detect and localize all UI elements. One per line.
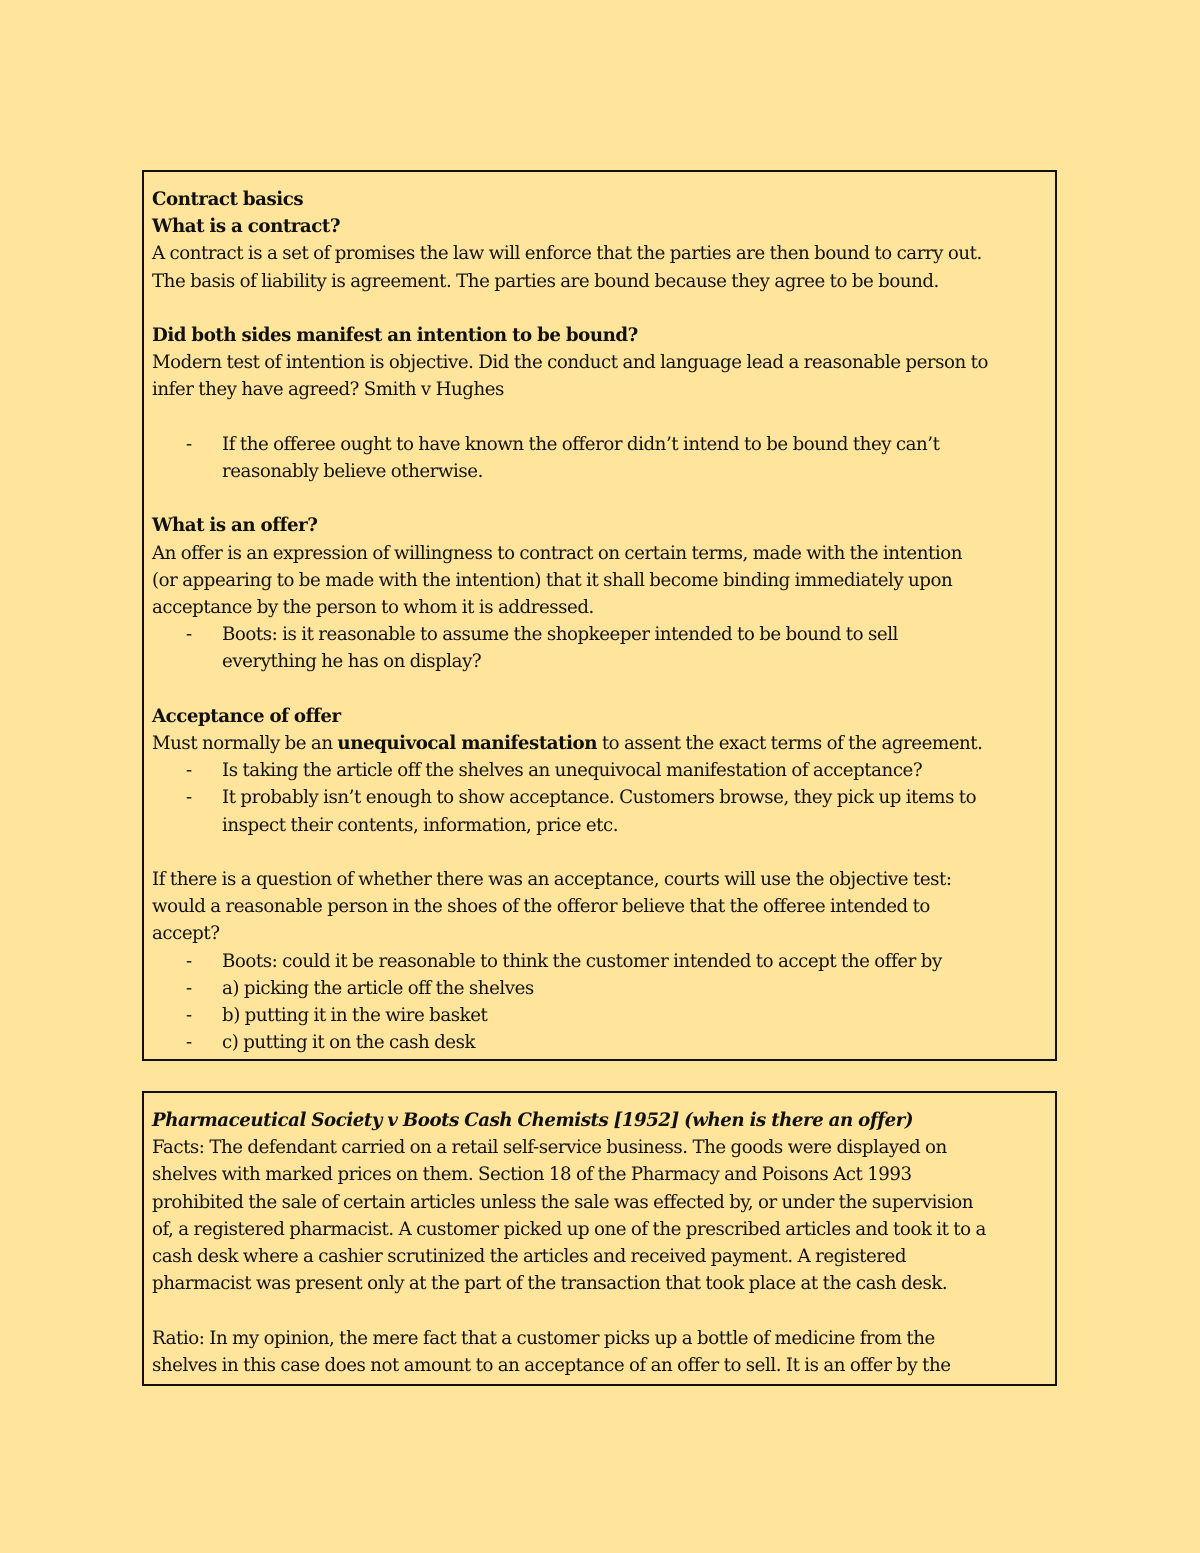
bullet-text-line: Is taking the article off the shelves an unequivocal manifestation of acceptance?: [222, 760, 923, 782]
paragraph-line: acceptance by the person to whom it is addressed.: [152, 597, 594, 618]
paragraph-line: accept?: [152, 923, 220, 945]
paragraph-line: Facts: The defendant carried on a retail self-service business. The goods were displayed on: [152, 1137, 947, 1159]
bullet-dash: -: [186, 1005, 192, 1027]
question-heading: What is a contract?: [152, 216, 341, 238]
contract-basics-card: [142, 170, 1057, 1061]
paragraph-line: infer they have agreed? Smith v Hughes: [152, 379, 504, 401]
bullet-dash: -: [186, 1032, 192, 1054]
bullet-text-line: Boots: is it reasonable to assume the shopkeeper intended to be bound to sell: [222, 624, 898, 646]
question-heading: What is an offer?: [152, 515, 318, 537]
paragraph-line: would a reasonable person in the shoes of the offeror believe that the offeree intended to: [152, 896, 930, 918]
bullet-text-line: c) putting it on the cash desk: [222, 1032, 476, 1054]
question-heading: Did both sides manifest an intention to be bound?: [152, 325, 638, 346]
text-run: to assent the exact terms of the agreement.: [596, 733, 983, 754]
bullet-text-line: inspect their contents, information, price etc.: [222, 814, 619, 836]
bullet-text-line: It probably isn’t enough to show acceptance. Customers browse, they pick up items to: [222, 787, 977, 809]
bullet-text-line: everything he has on display?: [222, 651, 482, 673]
section-heading: Contract basics: [152, 189, 304, 210]
bullet-item: [152, 784, 1047, 838]
bullet-item: [152, 1029, 1047, 1056]
spacer: [152, 295, 1047, 322]
bullet-item: [152, 1002, 1047, 1029]
paragraph-line: shelves in this case does not amount to an acceptance of an offer to sell. It is an offer by the: [152, 1354, 951, 1376]
bullet-dash: -: [186, 787, 192, 809]
bullet-dash: -: [186, 433, 192, 455]
text-run: Must normally be an: [152, 733, 338, 754]
spacer: [152, 1297, 1047, 1324]
paragraph-line: pharmacist was present only at the part of the transaction that took place at the cash desk.: [152, 1273, 948, 1295]
bullet-text-line: a) picking the article off the shelves: [222, 977, 534, 999]
bullet-dash: -: [186, 950, 192, 972]
bullet-item: [152, 975, 1047, 1002]
bullet-text-line: If the offeree ought to have known the offeror didn’t intend to be bound they can’t: [222, 433, 940, 455]
spacer: [152, 485, 1047, 512]
bullet-text-line: reasonably believe otherwise.: [222, 461, 483, 482]
paragraph-line: The basis of liability is agreement. The parties are bound because they agree to be bound.: [152, 270, 939, 292]
paragraph-line: Modern test of intention is objective. Did the conduct and language lead a reasonable person to: [152, 352, 988, 374]
paragraph-line: cash desk where a cashier scrutinized the articles and received payment. A registered: [152, 1246, 907, 1268]
bullet-text-line: b) putting it in the wire basket: [222, 1005, 488, 1027]
bullet-dash: -: [186, 624, 192, 646]
paragraph-line: (or appearing to be made with the intention) that it shall become binding immediately upon: [152, 569, 953, 591]
spacer: [152, 676, 1047, 703]
bullet-item: [152, 757, 1047, 784]
paragraph-line: If there is a question of whether there was an acceptance, courts will use the objective test:: [152, 869, 952, 890]
bullet-item: [152, 621, 1047, 675]
paragraph-line: prohibited the sale of certain articles unless the sale was effected by, or under the supervision: [152, 1191, 974, 1213]
case-card: [142, 1091, 1057, 1386]
bullet-dash: -: [186, 977, 192, 999]
bullet-dash: -: [186, 760, 192, 782]
paragraph-line: of, a registered pharmacist. A customer picked up one of the prescribed articles and took it to a: [152, 1218, 986, 1240]
paragraph-line: shelves with marked prices on them. Section 18 of the Pharmacy and Poisons Act 1993: [152, 1164, 912, 1186]
spacer: [152, 839, 1047, 866]
case-title: Pharmaceutical Society v Boots Cash Chemists [1952] (when is there an offer): [152, 1110, 914, 1131]
question-heading: Acceptance of offer: [152, 705, 341, 727]
emphasis-text: unequivocal manifestation: [337, 733, 597, 754]
spacer: [152, 404, 1047, 431]
bullet-text-line: Boots: could it be reasonable to think the customer intended to accept the offer by: [222, 950, 942, 972]
paragraph-line: An offer is an expression of willingness to contract on certain terms, made with the intention: [152, 542, 962, 564]
paragraph-line: [152, 730, 1047, 757]
bullet-item: [152, 431, 1047, 485]
paragraph-line: A contract is a set of promises the law will enforce that the parties are then bound to carry out.: [152, 243, 982, 265]
paragraph-line: Ratio: In my opinion, the mere fact that a customer picks up a bottle of medicine from the: [152, 1327, 935, 1349]
bullet-item: [152, 948, 1047, 975]
